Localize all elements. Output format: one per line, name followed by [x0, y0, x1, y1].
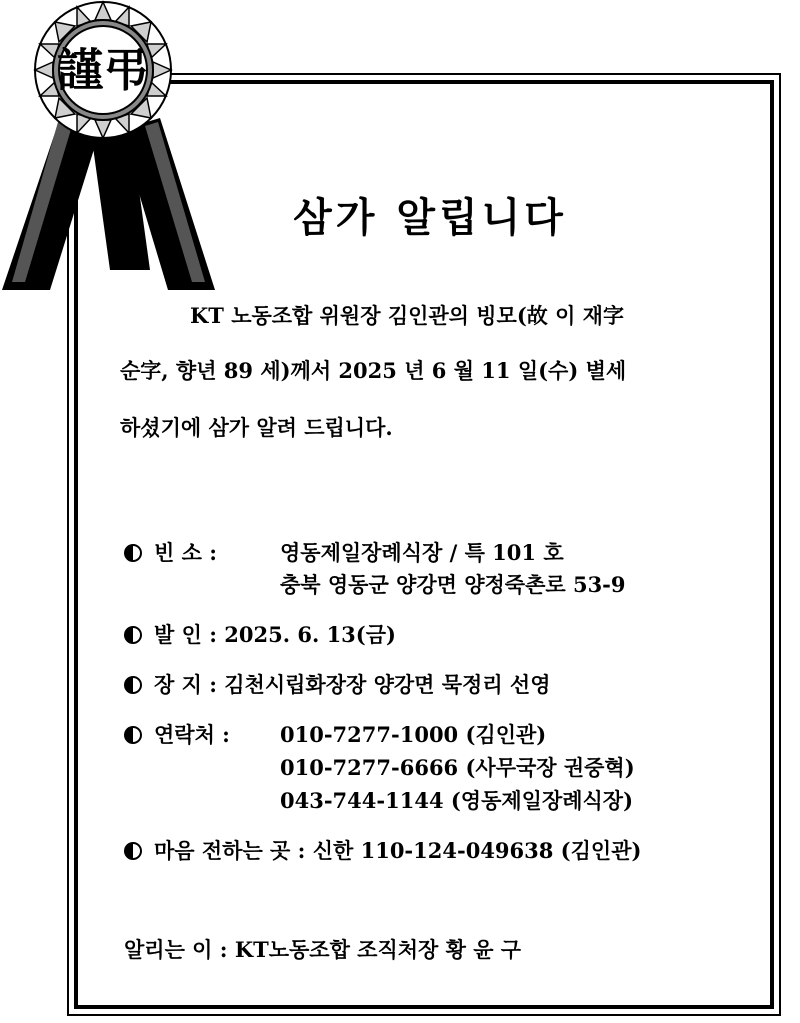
jangji-row	[124, 669, 551, 699]
contact-2: 010-7277-6666 (사무국장 권중혁)	[280, 755, 635, 780]
balin-label: 발 인 :	[154, 622, 217, 647]
half-circle-bullet-icon	[124, 676, 142, 694]
half-circle-bullet-icon	[124, 726, 142, 744]
contact-row	[124, 719, 230, 749]
page-title: 삼가 알립니다	[293, 194, 567, 241]
account-label: 마음 전하는 곳 :	[154, 838, 306, 863]
announcer-line: 알리는 이 : KT노동조합 조직처장 황 윤 구	[124, 937, 522, 962]
account-value: 신한 110-124-049638 (김인관)	[312, 838, 642, 863]
binso-line-1: 영동제일장례식장 / 특 101 호	[280, 540, 564, 565]
balin-value: 2025. 6. 13(금)	[224, 622, 396, 647]
body-line-1: KT 노동조합 위원장 김인관의 빙모(故 이 재字	[190, 303, 624, 328]
body-line-3: 하셨기에 삼가 알려 드립니다.	[120, 415, 393, 440]
half-circle-bullet-icon	[124, 626, 142, 644]
balin-row	[124, 619, 396, 649]
binso-line-2: 충북 영동군 양강면 양정죽촌로 53-9	[280, 572, 626, 597]
account-row	[124, 835, 641, 865]
ribbon-icon	[0, 0, 240, 300]
binso-label: 빈 소 :	[154, 540, 217, 565]
half-circle-bullet-icon	[124, 544, 142, 562]
body-line-2: 순字, 향년 89 세)께서 2025 년 6 월 11 일(수) 별세	[120, 358, 627, 383]
contact-3: 043-744-1144 (영동제일장례식장)	[280, 788, 634, 813]
jangji-label: 장 지 :	[154, 672, 217, 697]
binso-row	[124, 537, 217, 567]
contact-1: 010-7277-1000 (김인관)	[280, 722, 547, 747]
mourning-ribbon	[0, 0, 240, 300]
seal-text: 謹弔	[57, 43, 149, 97]
half-circle-bullet-icon	[124, 842, 142, 860]
contact-label: 연락처 :	[154, 722, 230, 747]
jangji-value: 김천시립화장장 양강면 묵정리 선영	[224, 672, 551, 697]
